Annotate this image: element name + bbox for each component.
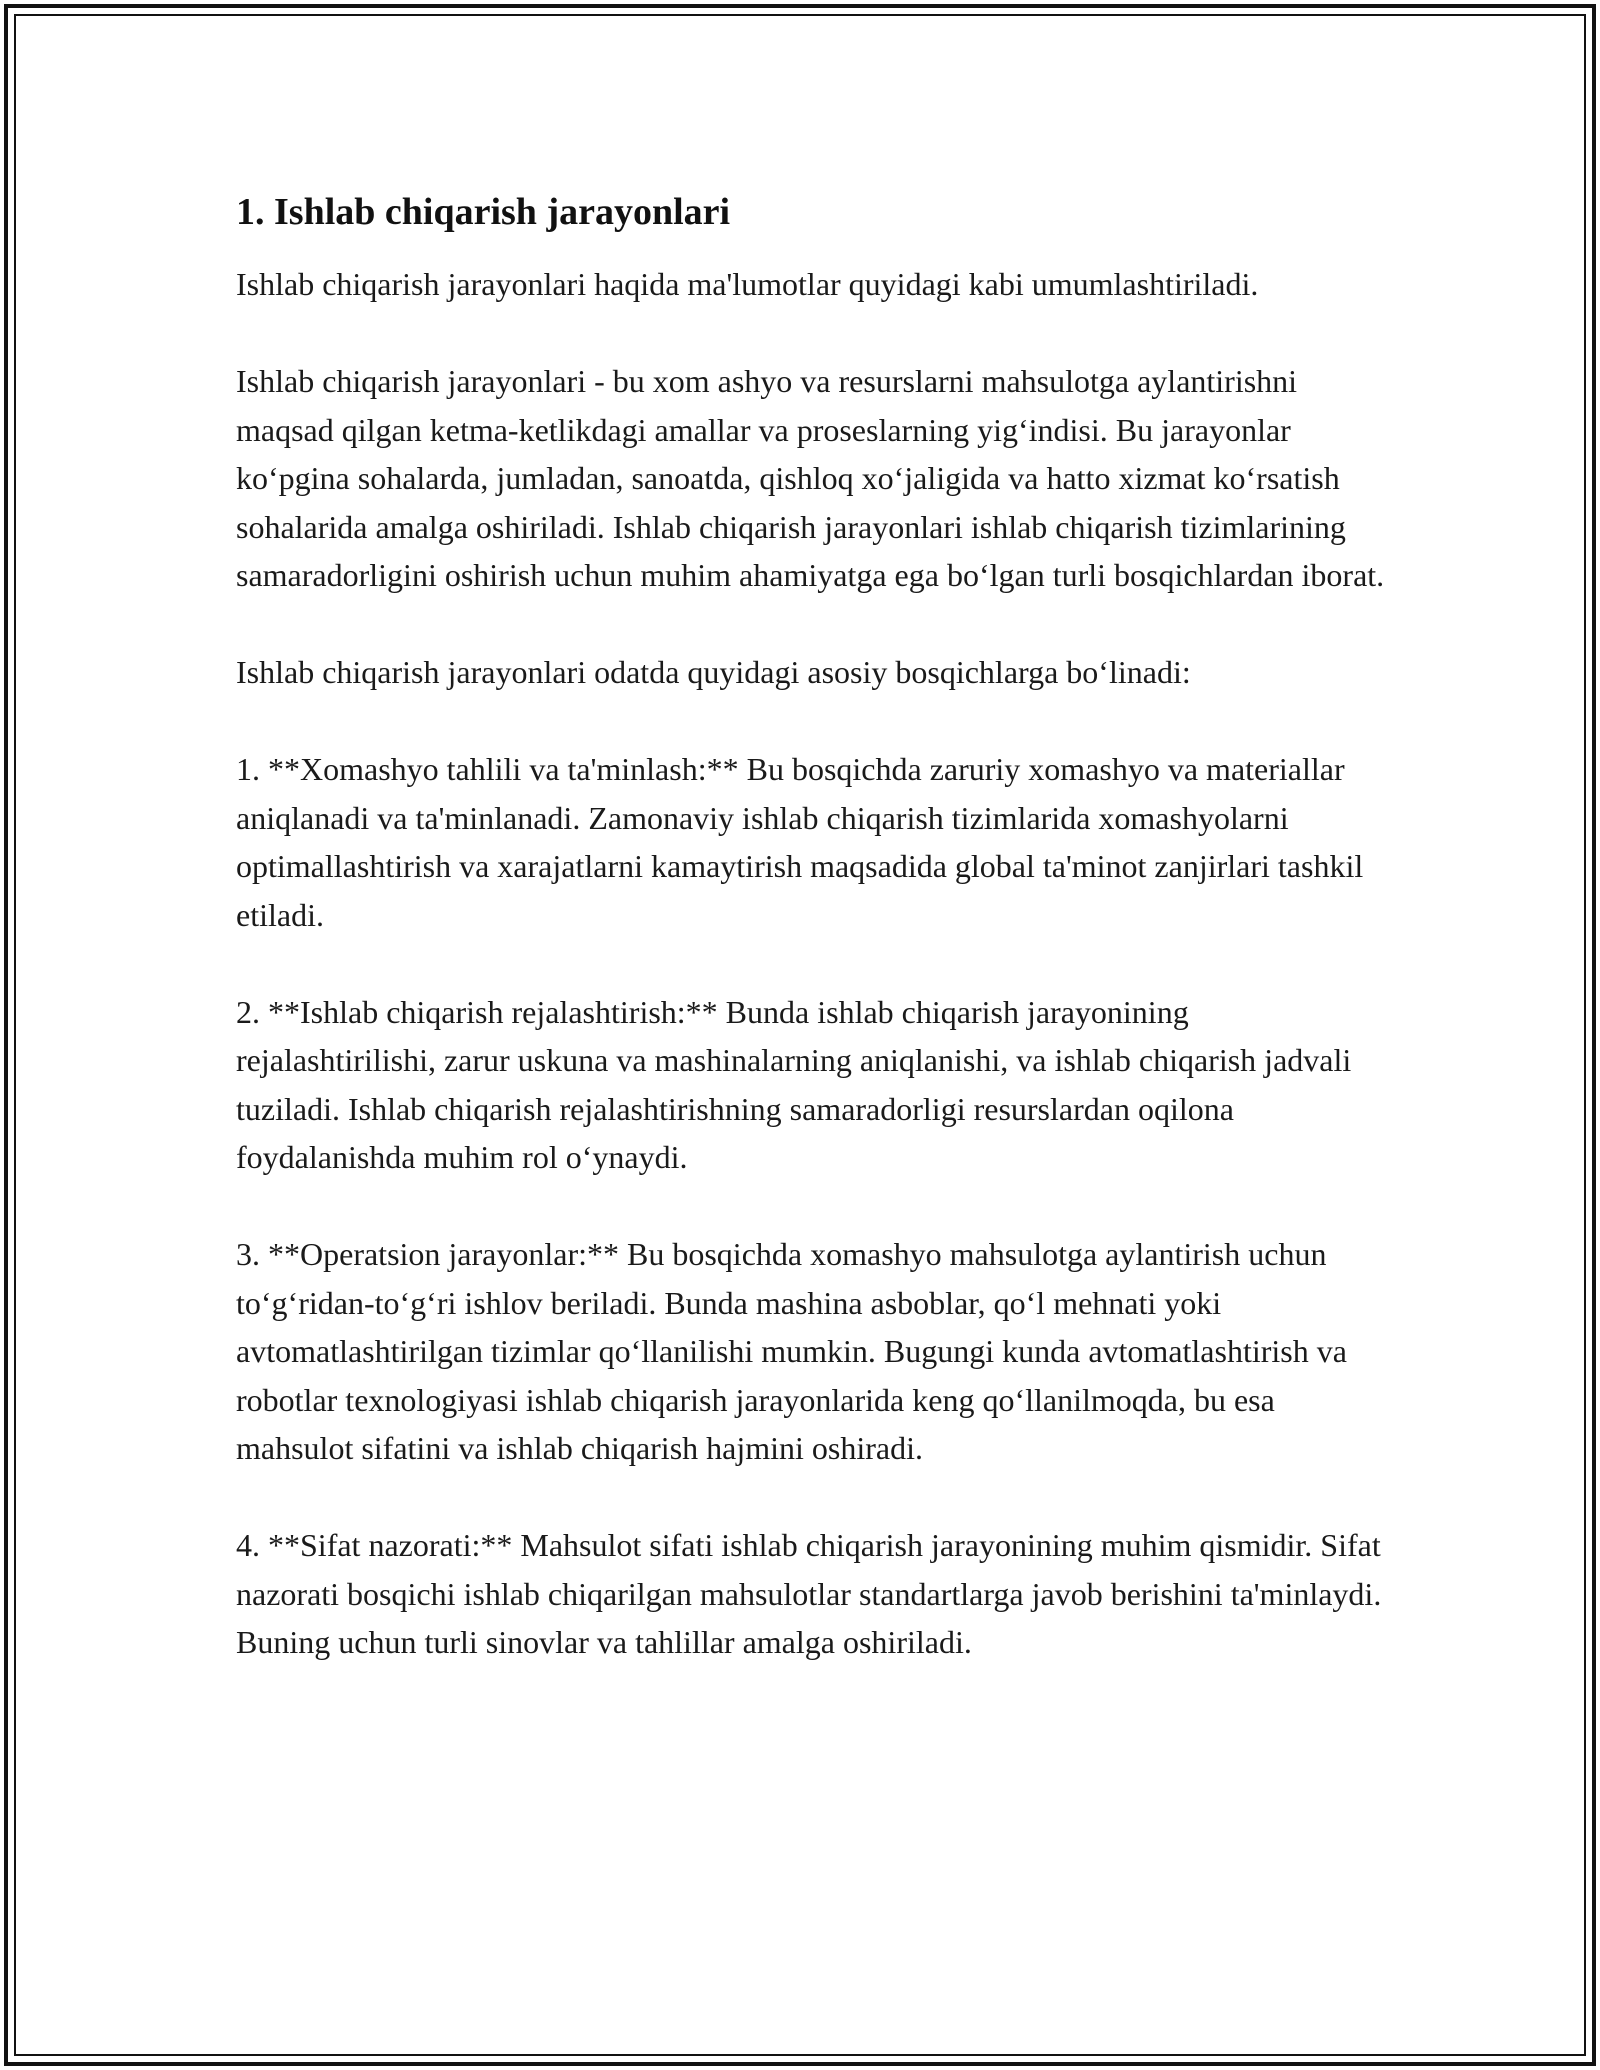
paragraph-intro: Ishlab chiqarish jarayonlari haqida ma'lumotlar quyidagi kabi umumlashtiriladi. bbox=[236, 266, 1259, 302]
paragraph-stage-3: 3. **Operatsion jarayonlar:** Bu bosqichda xomashyo mahsulotga aylantirish uchun to‘g‘ridan-to‘g‘ri ishlov beriladi. Bunda mashina asboblar, qo‘l mehnati yoki avtomatlashtirilgan tizimlar qo‘llanilishi mumkin. Bugungi kunda avtomatlashtirish va robotlar texnologiyasi ishlab chiqarish jarayonlarida keng qo‘llanilmoqda, bu esa mahsulot sifatini va ishlab chiqarish hajmini oshiradi. bbox=[236, 1236, 1347, 1466]
paragraph-definition: Ishlab chiqarish jarayonlari - bu xom ashyo va resurslarni mahsulotga aylantirishni maqsad qilgan ketma-ketlikdagi amallar va proseslarning yig‘indisi. Bu jarayonlar ko‘pgina sohalarda, jumladan, sanoatda, qishloq xo‘jaligida va hatto xizmat ko‘rsatish sohalarida amalga oshiriladi. Ishlab chiqarish jarayonlari ishlab chiqarish tizimlarining samaradorligini oshirish uchun muhim ahamiyatga ega bo‘lgan turli bosqichlardan iborat. bbox=[236, 363, 1385, 593]
document-title: 1. Ishlab chiqarish jarayonlari bbox=[236, 191, 731, 233]
document-page bbox=[236, 186, 1386, 1667]
paragraph-stages-lead: Ishlab chiqarish jarayonlari odatda quyidagi asosiy bosqichlarga bo‘linadi: bbox=[236, 654, 1191, 690]
paragraph-stage-4: 4. **Sifat nazorati:** Mahsulot sifati ishlab chiqarish jarayonining muhim qismidir. Sifat nazorati bosqichi ishlab chiqarilgan mahsulotlar standartlarga javob berishini ta'minlaydi. Buning uchun turli sinovlar va tahlillar amalga oshiriladi. bbox=[236, 1527, 1382, 1660]
paragraph-stage-1: 1. **Xomashyo tahlili va ta'minlash:** Bu bosqichda zaruriy xomashyo va materiallar aniqlanadi va ta'minlanadi. Zamonaviy ishlab chiqarish tizimlarida xomashyolarni optimallashtirish va xarajatlarni kamaytirish maqsadida global ta'minot zanjirlari tashkil etiladi. bbox=[236, 751, 1364, 933]
paragraph-stage-2: 2. **Ishlab chiqarish rejalashtirish:** Bunda ishlab chiqarish jarayonining rejalashtirilishi, zarur uskuna va mashinalarning aniqlanishi, va ishlab chiqarish jadvali tuziladi. Ishlab chiqarish rejalashtirishning samaradorligi resurslardan oqilona foydalanishda muhim rol o‘ynaydi. bbox=[236, 993, 1352, 1175]
